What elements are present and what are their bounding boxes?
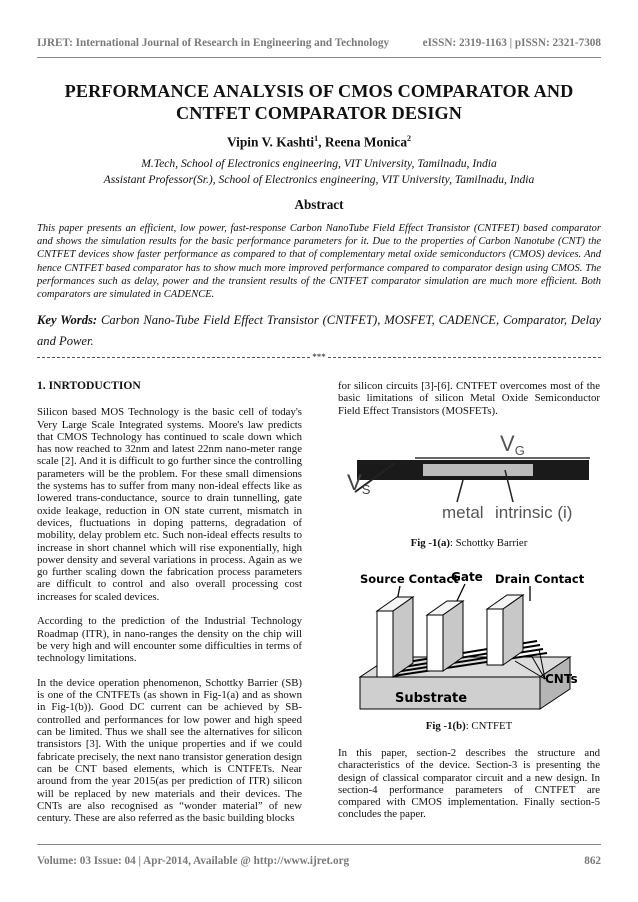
page-number: 862: [584, 855, 601, 867]
affiliations: [0, 156, 638, 188]
cnts-label: CNTs: [545, 672, 578, 686]
paper-title: PERFORMANCE ANALYSIS OF CMOS COMPARATOR AND CNTFET COMPARATOR DESIGN: [64, 81, 574, 123]
substrate-label: Substrate: [395, 691, 468, 706]
paragraph: for silicon circuits [3]-[6]. CNTFET overcomes most of the basic limitations of silicon Metal Oxide Semiconductor Field Effect Transistors (MOSFETs).: [338, 380, 600, 417]
affiliation-1: M.Tech, School of Electronics engineering, VIT University, Tamilnadu, India: [141, 157, 497, 170]
right-column-bottom: [338, 747, 600, 833]
paragraph: Silicon based MOS Technology is the basic cell of today's Very Large Scale Integrated systems. Moore's law predicts that CMOS Technology has continued to scale down which has now reached to 32nm and latest 22nm nano-meter range scale [2]. And it is difficult to go further since the controlling parameters will be the problem. For these small dimensions the systems has to suffer from many non-ideal effects like as lowered trans-conductance, source to drain tunnelling, gate oxide leakage, reduction in ON state current, mismatch in devices, fluctuations in doping patterns, degradation of mobility, delay problem etc. Such non-ideal effects results to increase in short channel which will rise exponentially, high power density and several variations in process. Again as we go further scaling down the fabrication process parameters are difficult to control and also overall processing cost increases for scaled devices.: [37, 406, 302, 603]
author-2: Reena Monica: [324, 134, 408, 150]
drain-contact-label: Drain Contact: [495, 572, 585, 586]
source-contact-label: Source Contact: [360, 572, 459, 586]
author-1-sup: 1: [314, 134, 319, 143]
author-separator: ,: [318, 134, 325, 150]
journal-name: IJRET: International Journal of Research in Engineering and Technology: [37, 37, 390, 49]
fig-1b-caption: Fig -1(b): CNTFET: [425, 720, 513, 732]
abstract-heading: Abstract: [294, 197, 344, 212]
author-1: Vipin V. Kashti: [226, 134, 315, 150]
source-block: [377, 611, 393, 677]
author-2-sup: 2: [407, 134, 412, 143]
separator-stars: ***: [312, 351, 326, 362]
intrinsic-label: intrinsic (i): [495, 503, 573, 522]
affiliation-2: Assistant Professor(Sr.), School of Electronics engineering, VIT University, Tamilnadu, India: [103, 173, 535, 186]
paragraph: According to the prediction of the Industrial Technology Roadmap (ITR), in nano-ranges the density on the chip will be very high and will encounter some difficulties in terms of technology limitations.: [37, 615, 302, 665]
gate-label: Gate: [451, 570, 483, 584]
keywords-text: Carbon Nano-Tube Field Effect Transistor (CNTFET), MOSFET, CADENCE, Comparator, Delay and Power.: [37, 313, 601, 348]
running-footer: [37, 855, 601, 867]
paragraph: In the device operation phenomenon, Schottky Barrier (SB) is one of the CNTFETs (as shown in Fig-1(a) and as shown in Fig-1(b)). Good DC current can be achieved by SB-controlled and performances for low power and high speed can be limited. Thus we shall see the alternatives for silicon transistors [3]. With the unique properties and if we could fabricate precisely, the next nano transistor generation design can be CNT based elements, which is CNTFETs. Near around from the year 2015(as per prediction of ITR) silicon will be replaced by new materials and their devices. The CNTs are also recognised as “wonder material” of new century. These are also referred as the basic building blocks: [37, 676, 302, 825]
running-header: [37, 37, 601, 49]
right-column-top: [338, 380, 600, 429]
drain-block: [487, 609, 503, 665]
abstract-text: This paper presents an efficient, low power, fast-response Carbon NanoTube Field Effect Transistor (CNTFET) based comparator and shows the simulation results for the basic performance parameters for it. Due to the properties of Carbon Nanotube (CNT) the CNTFET devices show faster performance as compared to that of complementary metal oxide semiconductors (CMOS) devices. And hence CNTFET based comparator has to show much more improved performance compared to comparator design using CMOS. The performances such as delay, power and the transient results of the CNTFET comparator simulation are much more efficient. Both comparators are simulated in CADENCE.: [37, 223, 601, 301]
intrinsic-region: [423, 464, 533, 476]
section-heading: 1. INRTODUCTION: [37, 379, 141, 392]
vs-label: VS: [347, 470, 371, 497]
cntfet-figure: [355, 565, 595, 713]
metal-label: metal: [442, 503, 484, 522]
schottky-barrier-figure: [345, 428, 595, 524]
footer-rule: [37, 844, 601, 845]
footer-volume-info: Volume: 03 Issue: 04 | Apr-2014, Available @ http://www.ijret.org: [37, 855, 350, 867]
vg-label: VG: [500, 431, 525, 458]
gate-block: [427, 615, 443, 671]
fig-1a-caption: Fig -1(a): Schottky Barrier: [410, 537, 528, 549]
section-separator: [37, 351, 601, 363]
keywords: [37, 310, 601, 352]
author-line: [0, 134, 638, 150]
issn-text: eISSN: 2319-1163 | pISSN: 2321-7308: [422, 37, 601, 49]
left-column: [37, 380, 302, 837]
paragraph: In this paper, section-2 describes the structure and characteristics of the device. Section-3 is presenting the design of classical comparator circuit and a new design. In section-4 performance parameters of CNTFET are compared with CMOS implementation. Finally section-5 concludes the paper.: [338, 747, 600, 821]
header-rule: [37, 57, 601, 58]
keywords-label: Key Words:: [37, 313, 98, 327]
